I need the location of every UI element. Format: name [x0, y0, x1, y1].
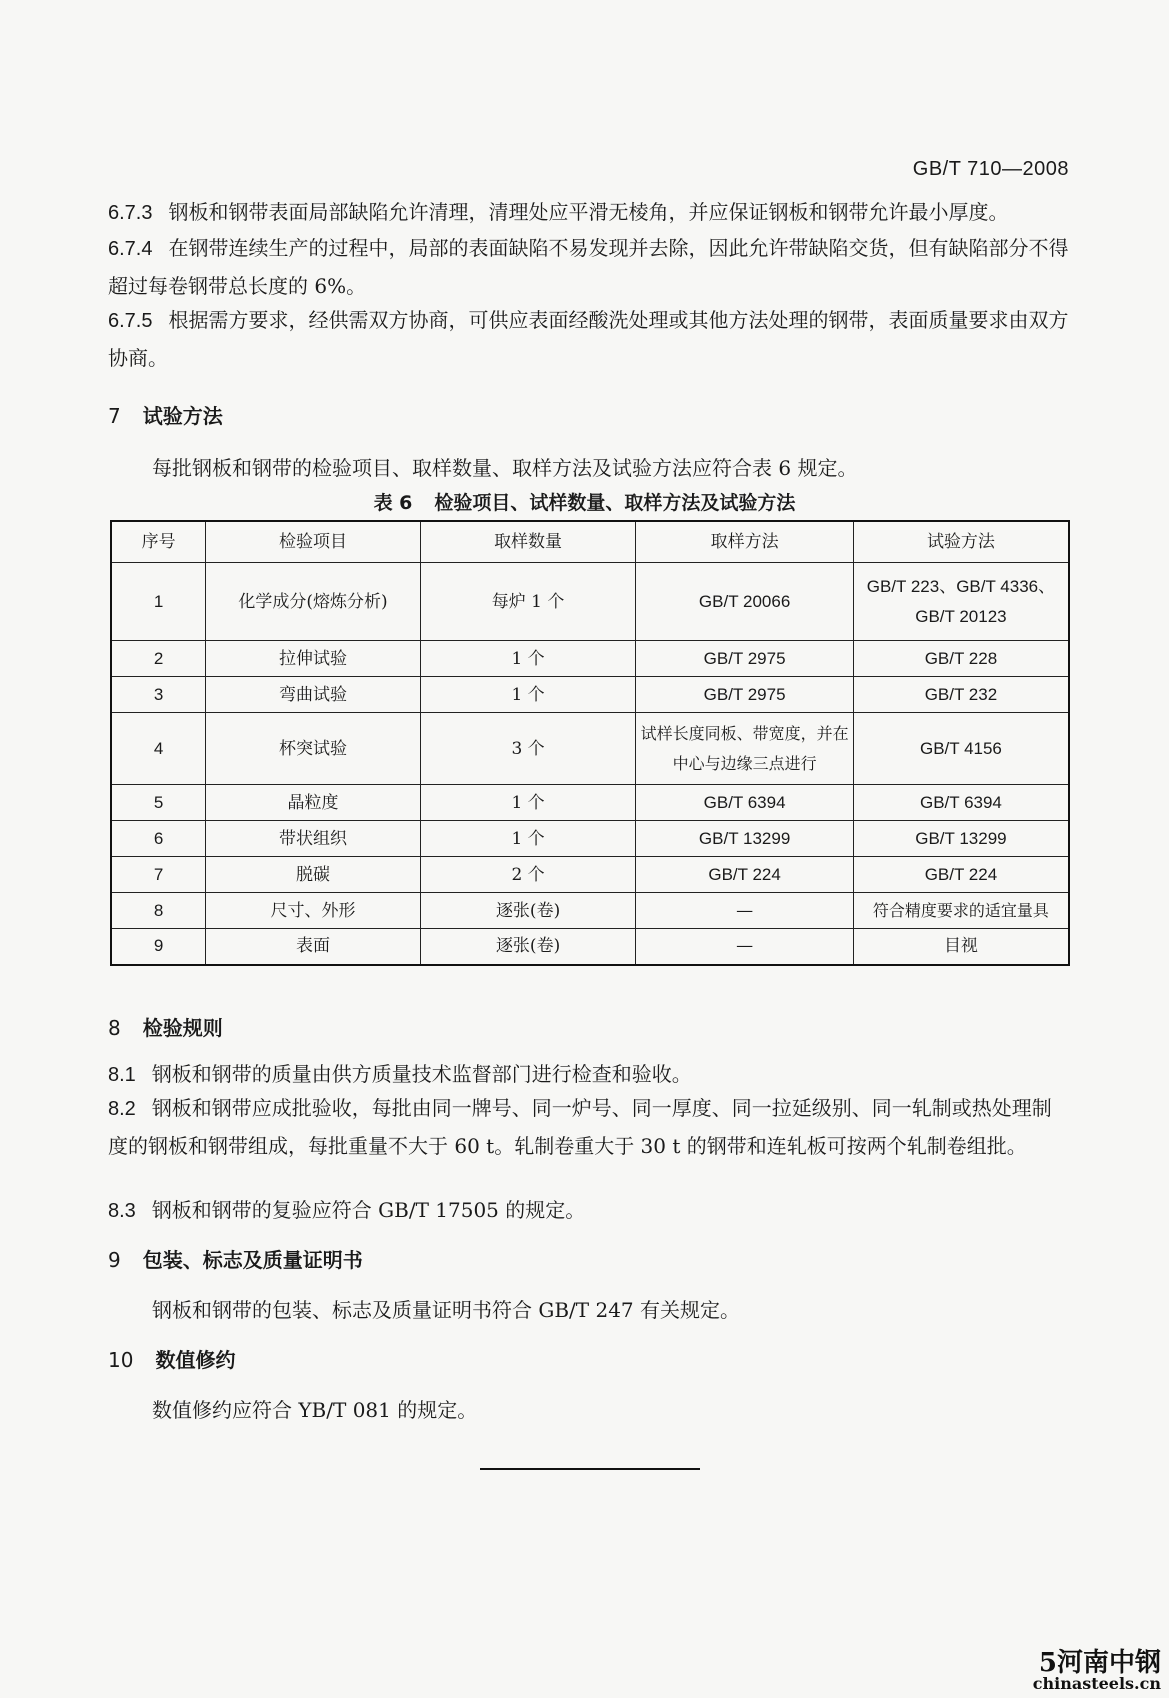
clause-text: 在钢带连续生产的过程中，局部的表面缺陷不易发现并去除，因此允许带缺陷交货，但有缺陷部分不得超过每卷钢带总长度的 6%。	[108, 236, 1069, 298]
table-cell: GB/T 2975	[636, 641, 854, 677]
table-title: 检验项目、试样数量、取样方法及试验方法	[434, 492, 796, 514]
table-cell: 带状组织	[206, 821, 421, 857]
section-title: 试验方法	[142, 404, 223, 428]
table-row	[111, 857, 1069, 893]
clause-6-7-4	[108, 230, 1070, 305]
table-cell: 1 个	[420, 821, 636, 857]
table-cell: 晶粒度	[206, 785, 421, 821]
table-row	[111, 713, 1069, 785]
column-header: 检验项目	[206, 521, 421, 563]
table-row	[111, 893, 1069, 929]
table-cell: —	[636, 893, 854, 929]
watermark-url: chinasteels.cn	[1032, 1674, 1161, 1693]
table-cell: 试样长度同板、带宽度，并在中心与边缘三点进行	[636, 713, 854, 785]
page-number: 5	[1038, 1648, 1057, 1678]
table-cell: GB/T 13299	[853, 821, 1069, 857]
table-cell: 杯突试验	[206, 713, 421, 785]
table-cell: 脱碳	[206, 857, 421, 893]
table-cell: 4	[111, 713, 206, 785]
clause-number: 6.7.4	[108, 238, 153, 260]
standard-code: GB/T 710—2008	[912, 158, 1069, 180]
watermark-name: 河南中钢	[1056, 1648, 1161, 1678]
section-7-heading	[108, 400, 223, 429]
clause-8-1	[108, 1056, 1070, 1094]
table-cell: 弯曲试验	[206, 677, 421, 713]
section-10-heading	[108, 1344, 235, 1373]
table-cell: 化学成分(熔炼分析)	[206, 563, 421, 641]
column-header: 取样方法	[636, 521, 854, 563]
table-cell: GB/T 224	[853, 857, 1069, 893]
section-number: 7	[108, 404, 121, 428]
table-cell: 尺寸、外形	[206, 893, 421, 929]
table-cell: 每炉 1 个	[420, 563, 636, 641]
clause-text: 钢板和钢带应成批验收，每批由同一牌号、同一炉号、同一厚度、同一拉延级别、同一轧制或热处理制度的钢板和钢带组成，每批重量不大于 60 t。轧制卷重大于 30 t 的钢带和连轧板可按两个轧制卷组批。	[108, 1096, 1052, 1158]
table-cell: 9	[111, 929, 206, 965]
table-cell: GB/T 224	[636, 857, 854, 893]
section-title: 包装、标志及质量证明书	[142, 1248, 363, 1272]
column-header: 序号	[111, 521, 206, 563]
clause-8-2	[108, 1090, 1070, 1165]
end-rule	[480, 1468, 700, 1470]
section-7-intro: 每批钢板和钢带的检验项目、取样数量、取样方法及试验方法应符合表 6 规定。	[152, 456, 858, 480]
table-cell: GB/T 13299	[636, 821, 854, 857]
table-cell: 3	[111, 677, 206, 713]
inspection-table	[110, 520, 1070, 966]
clause-number: 8.1	[108, 1064, 136, 1086]
table-cell: 拉伸试验	[206, 641, 421, 677]
table-cell: 1 个	[420, 785, 636, 821]
table-row	[111, 677, 1069, 713]
table-cell: 6	[111, 821, 206, 857]
table-cell: GB/T 4156	[853, 713, 1069, 785]
table-row	[111, 785, 1069, 821]
table-cell: GB/T 6394	[853, 785, 1069, 821]
column-header: 试验方法	[853, 521, 1069, 563]
column-header: 取样数量	[420, 521, 636, 563]
section-title: 数值修约	[155, 1348, 236, 1372]
clause-text: 根据需方要求，经供需双方协商，可供应表面经酸洗处理或其他方法处理的钢带，表面质量要求由双方协商。	[108, 308, 1069, 370]
table-cell: 目视	[853, 929, 1069, 965]
clause-6-7-3	[108, 194, 1070, 232]
table-cell: 1 个	[420, 677, 636, 713]
table-cell: GB/T 6394	[636, 785, 854, 821]
table-cell: 逐张(卷)	[420, 893, 636, 929]
table-cell: GB/T 223、GB/T 4336、GB/T 20123	[853, 563, 1069, 641]
section-8-heading	[108, 1012, 223, 1041]
table-cell: GB/T 232	[853, 677, 1069, 713]
table-cell: 1 个	[420, 641, 636, 677]
table-cell: —	[636, 929, 854, 965]
section-10-text: 数值修约应符合 YB/T 081 的规定。	[152, 1398, 478, 1422]
table-cell: 2	[111, 641, 206, 677]
table-cell: 1	[111, 563, 206, 641]
section-number: 10	[108, 1348, 134, 1372]
table-caption	[0, 488, 1169, 515]
table-row	[111, 821, 1069, 857]
section-title: 检验规则	[142, 1016, 223, 1040]
table-cell: 8	[111, 893, 206, 929]
table-cell: 5	[111, 785, 206, 821]
table-cell: GB/T 2975	[636, 677, 854, 713]
section-9-text: 钢板和钢带的包装、标志及质量证明书符合 GB/T 247 有关规定。	[152, 1298, 740, 1322]
table-cell: 表面	[206, 929, 421, 965]
clause-6-7-5	[108, 302, 1070, 377]
section-9-heading	[108, 1244, 363, 1273]
section-number: 9	[108, 1248, 121, 1272]
table-cell: GB/T 20066	[636, 563, 854, 641]
clause-text: 钢板和钢带表面局部缺陷允许清理，清理处应平滑无棱角，并应保证钢板和钢带允许最小厚度。	[168, 200, 1009, 224]
clause-text: 钢板和钢带的质量由供方质量技术监督部门进行检查和验收。	[151, 1062, 692, 1086]
table-cell: GB/T 228	[853, 641, 1069, 677]
table-cell: 符合精度要求的适宜量具	[853, 893, 1069, 929]
clause-number: 6.7.3	[108, 202, 153, 224]
clause-number: 8.3	[108, 1200, 136, 1222]
table-cell: 7	[111, 857, 206, 893]
table-row	[111, 929, 1069, 965]
table-row	[111, 563, 1069, 641]
clause-text: 钢板和钢带的复验应符合 GB/T 17505 的规定。	[151, 1198, 586, 1222]
section-number: 8	[108, 1016, 121, 1040]
table-number: 表 6	[373, 492, 413, 514]
table-cell: 2 个	[420, 857, 636, 893]
table-cell: 3 个	[420, 713, 636, 785]
clause-8-3	[108, 1192, 1070, 1230]
table-cell: 逐张(卷)	[420, 929, 636, 965]
watermark-logo	[1033, 1650, 1161, 1692]
clause-number: 8.2	[108, 1098, 136, 1120]
table-row	[111, 641, 1069, 677]
clause-number: 6.7.5	[108, 310, 153, 332]
